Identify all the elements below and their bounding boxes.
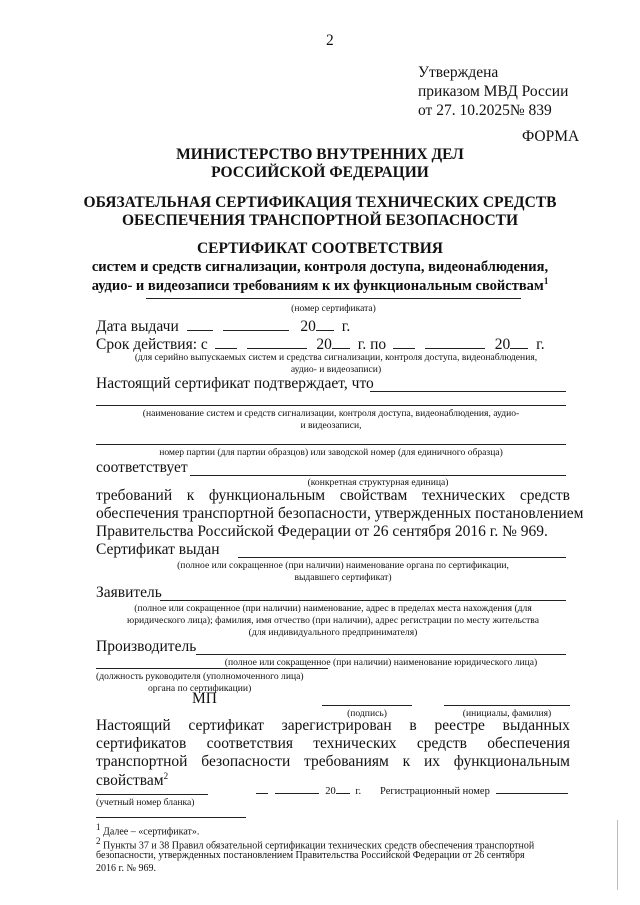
validity-caption-2: аудио- и видеозаписи) xyxy=(290,364,382,375)
issue-date-suffix: г. xyxy=(341,318,351,335)
certificate-title: СЕРТИФИКАТ СООТВЕТСТВИЯ xyxy=(196,240,444,257)
batch-line[interactable] xyxy=(96,444,566,445)
registered-line-4-text: свойствам xyxy=(96,772,164,790)
issued-by-label: Сертификат выдан xyxy=(96,541,220,558)
validity-from-day-blank[interactable] xyxy=(215,334,237,349)
blank-number-caption: (учетный номер бланка) xyxy=(96,797,195,808)
registry-day-blank[interactable] xyxy=(256,783,268,794)
req-word: средств xyxy=(519,487,570,504)
approval-line-3: от 27. 10.2025№ 839 xyxy=(418,102,552,119)
footnote-1-text: Далее – «сертификат». xyxy=(103,826,200,838)
reg-word: реестре xyxy=(434,717,485,734)
validity-caption-1: (для серийно выпускаемых систем и средства сигнализации, контроля доступа, видеонаблюдения, xyxy=(134,352,538,363)
reg-word: транспортной xyxy=(96,753,188,770)
signature-line[interactable] xyxy=(322,705,412,706)
position-caption-1: (должность руководителя (уполномоченного лица) xyxy=(96,671,304,682)
reg-word: их xyxy=(423,753,440,770)
validity-label: Срок действия: с xyxy=(96,336,208,353)
applicant-caption-3: (для индивидуального предпринимателя) xyxy=(248,627,418,638)
issued-by-caption-1: (полное или сокращенное (при наличии) наименование органа по сертификации, xyxy=(177,560,509,571)
issued-by-line[interactable] xyxy=(238,557,566,558)
confirms-line-2[interactable] xyxy=(96,405,566,406)
validity-year1-prefix: 20 xyxy=(316,336,332,353)
footnote-2-line-2: безопасности, утвержденных постановлением Правительства Российской Федерации от 26 сентября xyxy=(96,850,525,861)
issue-date-label: Дата выдачи xyxy=(96,318,179,335)
approval-line-1: Утверждена xyxy=(418,64,499,81)
manufacturer-line[interactable] xyxy=(196,654,566,655)
corresponds-label: соответствует xyxy=(96,459,188,476)
manufacturer-caption: (полное или сокращенное (при наличии) наименование юридического лица) xyxy=(224,657,538,668)
registry-year-suffix: г. xyxy=(355,786,362,797)
validity-to-day-blank[interactable] xyxy=(393,334,415,349)
applicant-caption-2: юридического лица); фамилия, имя отчество (при наличии), адрес регистрации по месту жительства xyxy=(127,615,539,626)
validity-suffix: г. xyxy=(536,336,545,353)
batch-caption: номер партии (для партии образцов) или заводской номер (для единичного образца) xyxy=(159,447,503,458)
registry-month-blank[interactable] xyxy=(275,783,319,794)
position-caption-2: органа по сертификации) xyxy=(148,683,252,694)
issue-month-blank[interactable] xyxy=(223,316,289,331)
position-line[interactable] xyxy=(96,668,328,669)
reg-word: безопасности xyxy=(201,753,291,770)
confirms-caption-1: (наименование систем и средств сигнализации, контроля доступа, видеонаблюдения, аудио- xyxy=(142,408,520,419)
validity-from-month-blank[interactable] xyxy=(247,334,307,349)
reg-word: соответствия xyxy=(206,735,293,752)
reg-word: выданных xyxy=(502,717,570,734)
footnote-ref-2: 2 xyxy=(163,771,169,781)
issue-year-prefix: 20 xyxy=(300,318,316,335)
reg-word: средств xyxy=(416,735,467,752)
validity-year1-blank[interactable] xyxy=(332,334,350,349)
registered-line-2 xyxy=(96,735,570,753)
confirms-line-1[interactable] xyxy=(370,391,566,392)
corresponds-line[interactable] xyxy=(190,475,566,476)
issue-year-blank[interactable] xyxy=(316,316,334,331)
system-line-1: ОБЯЗАТЕЛЬНАЯ СЕРТИФИКАЦИЯ ТЕХНИЧЕСКИХ СРЕДСТВ xyxy=(83,194,557,211)
certificate-number-line xyxy=(146,298,521,299)
requirements-line-2: обеспечения транспортной безопасности, утвержденных постановлением xyxy=(96,505,584,522)
footnote-separator xyxy=(96,817,246,818)
applicant-line[interactable] xyxy=(160,600,566,601)
confirms-caption-2: и видеозаписи, xyxy=(300,420,362,431)
validity-row xyxy=(96,334,545,354)
initials-line[interactable] xyxy=(444,705,570,706)
reg-word: зарегистрирован xyxy=(281,717,392,734)
reg-word: Настоящий xyxy=(96,717,171,734)
validity-to-month-blank[interactable] xyxy=(425,334,485,349)
reg-word: функциональным xyxy=(453,753,570,770)
initials-caption: (инициалы, фамилия) xyxy=(462,708,552,719)
req-word: свойствам xyxy=(339,487,408,504)
applicant-caption-1: (полное или сокращенное (при наличии) наименование, адрес в пределах места нахождения (для xyxy=(134,603,532,614)
registered-line-4 xyxy=(96,771,168,790)
registry-number xyxy=(380,783,568,797)
footnote-2-line-3: 2016 г. № 969. xyxy=(96,863,157,874)
signature-caption: (подпись) xyxy=(347,708,387,719)
reg-word: сертификат xyxy=(188,717,264,734)
issue-date-row xyxy=(96,316,350,336)
footnote-1-mark: 1 xyxy=(96,822,101,832)
issue-day-blank[interactable] xyxy=(187,316,213,331)
page-number: 2 xyxy=(326,32,334,49)
validity-year2-prefix: 20 xyxy=(494,336,511,353)
footnote-2-mark: 2 xyxy=(96,836,101,846)
req-word: требований xyxy=(96,487,173,504)
certificate-subtitle-2 xyxy=(40,276,600,295)
ministry-line-2: РОССИЙСКОЙ ФЕДЕРАЦИИ xyxy=(211,164,429,181)
requirements-line-3: Правительства Российской Федерации от 26 сентября 2016 г. № 969. xyxy=(96,523,548,540)
approval-line-2: приказом МВД России xyxy=(418,83,569,100)
validity-middle: г. по xyxy=(357,336,387,353)
reg-word: требованиям xyxy=(304,753,389,770)
registry-year-blank[interactable] xyxy=(336,783,350,794)
reg-word: технических xyxy=(313,735,397,752)
issued-by-caption-2: выдавшего сертификат) xyxy=(294,572,392,583)
stamp-label: МП xyxy=(192,690,217,707)
confirms-label: Настоящий сертификат подтверждает, что xyxy=(96,375,374,392)
req-word: функциональным xyxy=(208,487,326,504)
certificate-number-caption: (номер сертификата) xyxy=(291,303,376,314)
req-word: к xyxy=(186,487,195,504)
registry-year-prefix: 20 xyxy=(325,786,336,797)
footnote-2-text: Пункты 37 и 38 Правил обязательной сертификации технических средств обеспечения транспортной xyxy=(103,840,535,852)
req-word: технических xyxy=(421,487,506,504)
applicant-label: Заявитель xyxy=(96,584,162,601)
registry-number-blank[interactable] xyxy=(496,783,568,794)
registry-number-label: Регистрационный номер xyxy=(380,786,490,797)
corresponds-caption: (конкретная структурная единица) xyxy=(307,477,449,488)
reg-word: к xyxy=(402,753,411,770)
registered-line-3 xyxy=(96,753,570,771)
system-line-2: ОБЕСПЕЧЕНИЯ ТРАНСПОРТНОЙ БЕЗОПАСНОСТИ xyxy=(121,212,519,229)
requirements-line-1 xyxy=(96,487,570,505)
certificate-subtitle-1: систем и средств сигнализации, контроля доступа, видеонаблюдения, xyxy=(91,259,549,275)
reg-word: сертификатов xyxy=(96,735,187,752)
manufacturer-label: Производитель xyxy=(96,638,197,655)
scan-edge-mark xyxy=(617,820,618,890)
registry-date xyxy=(256,783,361,797)
certificate-subtitle-2-text: аудио- и видеозаписи требованиям к их функциональным свойствам xyxy=(91,277,544,294)
reg-word: обеспечения xyxy=(487,735,570,752)
reg-word: в xyxy=(409,717,417,734)
registered-line-1 xyxy=(96,717,570,735)
ministry-line-1: МИНИСТЕРСТВО ВНУТРЕННИХ ДЕЛ xyxy=(176,146,464,163)
form-label: ФОРМА xyxy=(522,128,580,145)
footnote-ref-1: 1 xyxy=(543,276,549,286)
blank-number-line[interactable] xyxy=(96,794,208,795)
validity-year2-blank[interactable] xyxy=(510,334,528,349)
